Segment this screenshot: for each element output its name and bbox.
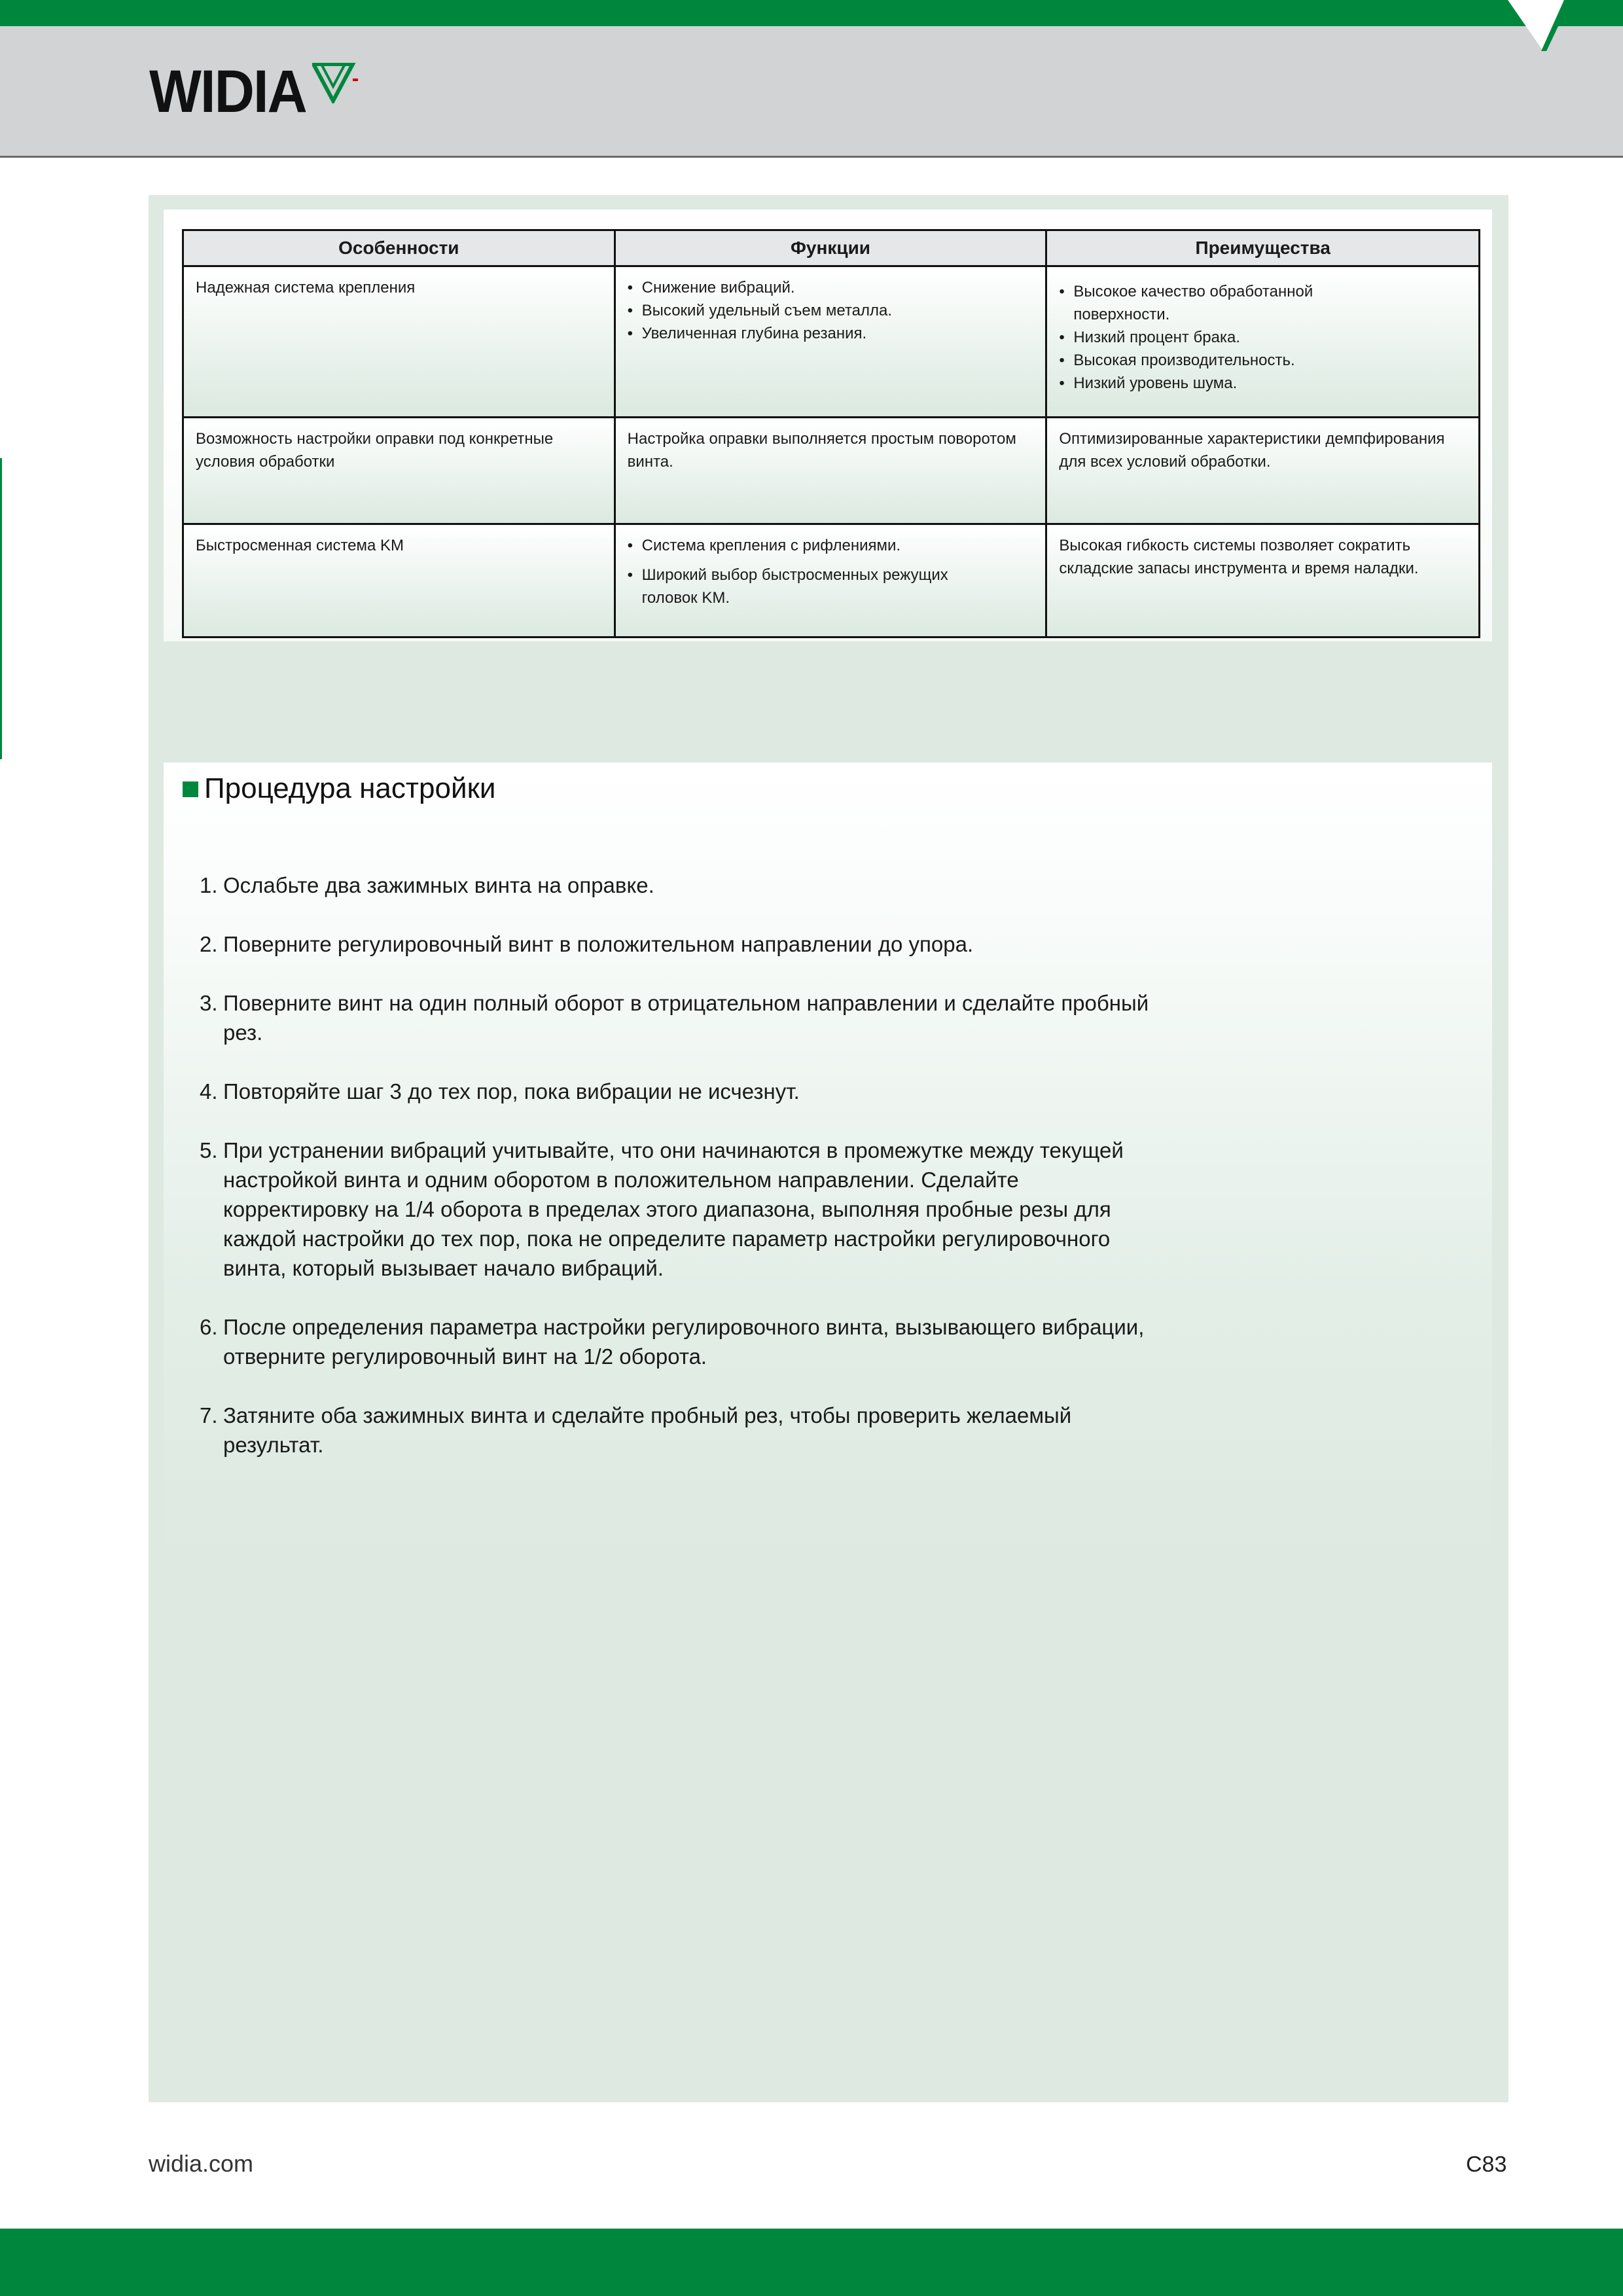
table-row [183, 266, 1480, 418]
feature-cell: Быстросменная система KM [183, 524, 615, 637]
widia-logo [149, 58, 359, 134]
step-text: Затяните оба зажимных винта и сделайте пробный рез, чтобы проверить желаемый результат. [223, 1403, 1072, 1457]
table-row [183, 524, 1480, 637]
procedure-step [200, 870, 1168, 900]
widia-triangle-logo-icon [312, 63, 359, 103]
procedure-step [200, 1401, 1168, 1460]
features-table [182, 229, 1480, 638]
list-item: • Снижение вибраций. [628, 276, 1034, 299]
list-item: • Низкий уровень шума. [1059, 372, 1467, 395]
section-marker-icon [183, 781, 198, 797]
procedure-step [200, 1312, 1168, 1371]
footer-url-link[interactable]: widia.com [149, 2150, 254, 2177]
column-header: Особенности [183, 230, 615, 266]
procedure-step [200, 929, 1168, 959]
benefits-cell [1046, 266, 1480, 418]
procedure-step [200, 1136, 1168, 1283]
step-number: 2. [200, 932, 218, 956]
step-text: Ослабьте два зажимных винта на оправке. [223, 873, 654, 897]
left-edge-rule [0, 458, 2, 759]
list-item: • Система крепления с рифлениями. [628, 534, 1034, 557]
list-item: • Высокое качество обработанной поверхности. [1059, 280, 1467, 326]
column-header: Преимущества [1046, 230, 1480, 266]
step-text: При устранении вибраций учитывайте, что они начинаются в промежутке между текущей настройкой винта и одним оборотом в положительном направлении. Сделайте корректировку на 1/4 оборота в пределах этого диапазона, выполняя пробные резы для каждой настройки до тех пор, пока не определите параметр настройки регулировочного винта, который вызывает начало вибраций. [223, 1138, 1124, 1280]
step-number: 6. [200, 1315, 218, 1339]
step-number: 7. [200, 1403, 218, 1427]
page-number: C83 [1466, 2152, 1507, 2177]
step-number: 3. [200, 991, 218, 1015]
step-number: 5. [200, 1138, 218, 1162]
procedure-steps [200, 870, 1168, 1489]
procedure-title: Процедура настройки [204, 772, 496, 804]
step-text: Поверните регулировочный винт в положительном направлении до упора. [223, 932, 974, 956]
table-header-row [183, 230, 1480, 266]
step-number: 4. [200, 1079, 218, 1103]
feature-cell: Надежная система крепления [183, 266, 615, 418]
logo-wordmark: WIDIA [149, 58, 306, 125]
list-item: • Высокий удельный съем металла. [628, 299, 1034, 322]
list-item: • Широкий выбор быстросменных режущих головок KM. [628, 564, 1034, 609]
corner-triangle-icon [1505, 0, 1571, 52]
top-green-stripe [0, 0, 1623, 26]
bottom-green-band [0, 2229, 1623, 2296]
benefits-cell: Высокая гибкость системы позволяет сократить складские запасы инструмента и время наладки. [1046, 524, 1480, 637]
procedure-step [200, 988, 1168, 1047]
step-text: Повторяйте шаг 3 до тех пор, пока вибрации не исчезнут. [223, 1079, 800, 1103]
step-text: После определения параметра настройки регулировочного винта, вызывающего вибрации, отверните регулировочный винт на 1/2 оборота. [223, 1315, 1145, 1369]
list-item: • Низкий процент брака. [1059, 326, 1467, 349]
step-text: Поверните винт на один полный оборот в отрицательном направлении и сделайте пробный рез. [223, 991, 1149, 1045]
list-item: • Увеличенная глубина резания. [628, 322, 1034, 345]
list-item: • Высокая производительность. [1059, 349, 1467, 372]
functions-cell [615, 524, 1046, 637]
functions-cell [615, 266, 1046, 418]
column-header: Функции [615, 230, 1046, 266]
feature-cell: Возможность настройки оправки под конкретные условия обработки [183, 418, 615, 524]
benefits-cell: Оптимизированные характеристики демпфирования для всех условий обработки. [1046, 418, 1480, 524]
functions-cell: Настройка оправки выполняется простым поворотом винта. [615, 418, 1046, 524]
step-number: 1. [200, 873, 218, 897]
table-row [183, 418, 1480, 524]
procedure-step [200, 1077, 1168, 1106]
